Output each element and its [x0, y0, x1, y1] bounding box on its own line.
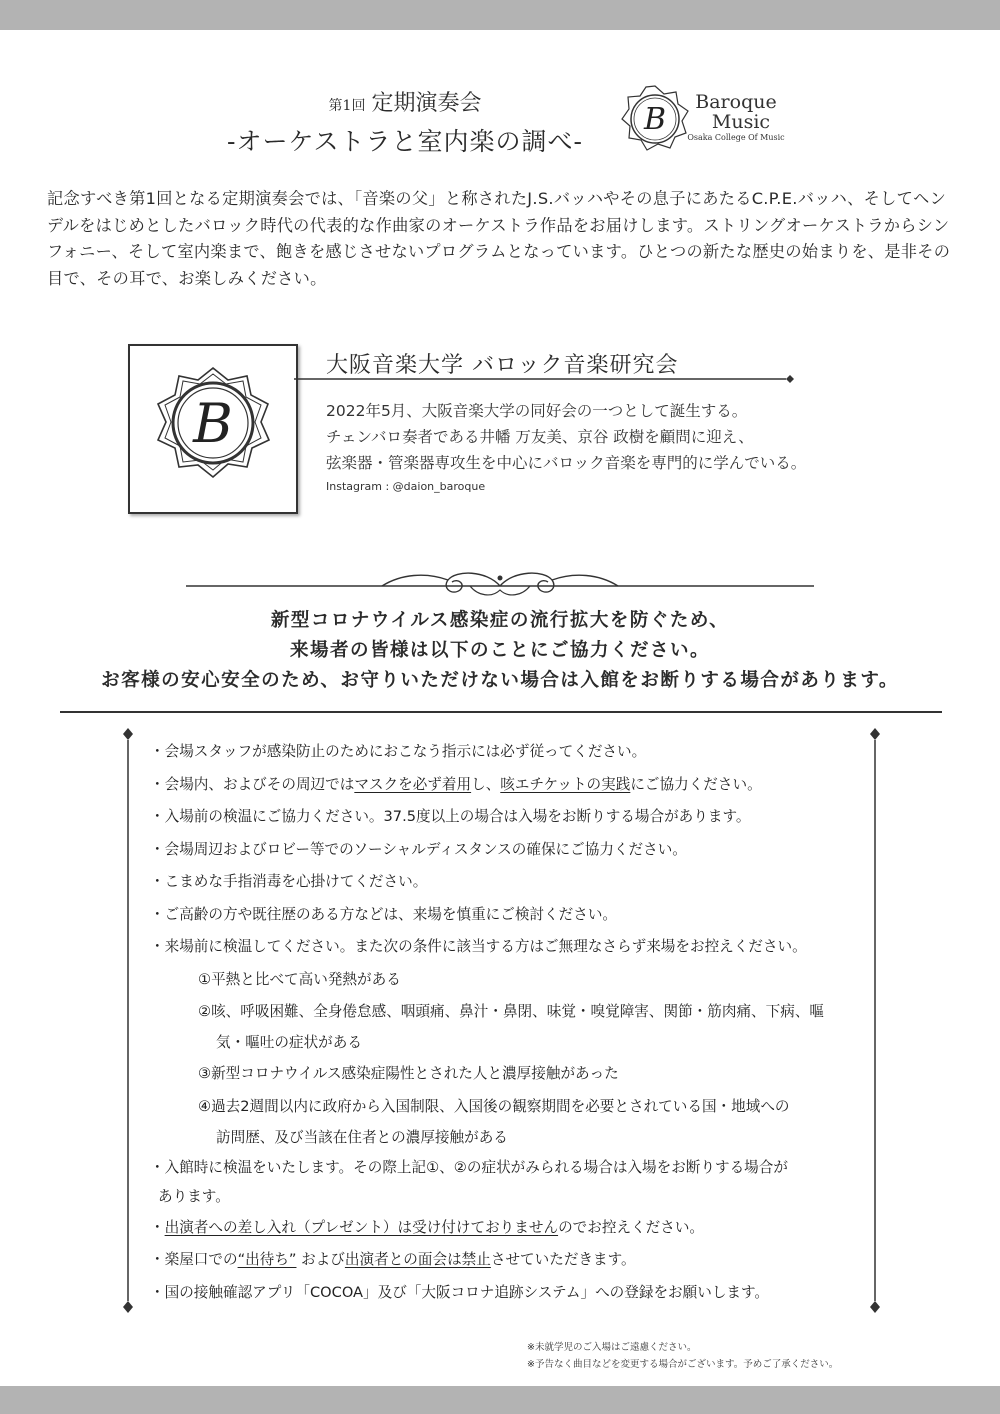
rule-emphasis: 出演者との面会は禁止 — [344, 1251, 491, 1268]
notice-line-2: 来場者の皆様は以下のことにご協力ください。 — [289, 640, 710, 661]
rule-item: ・来場前に検温してください。また次の条件に該当する方はご無理なさらず来場をお控えください。 — [150, 938, 807, 955]
club-desc-line-3: 弦楽器・管楽器専攻生を中心にバロック音楽を専門的に学んでいる。 — [326, 454, 807, 472]
rule-line: あります。 — [158, 1188, 230, 1205]
condition-item: ①平熱と比べて高い発熱がある — [198, 970, 401, 988]
baroque-logo-large-icon — [130, 346, 296, 512]
rule-item: ・こまめな手指消毒を心掛けてください。 — [150, 873, 428, 890]
rule-emphasis: “出待ち” — [237, 1251, 297, 1268]
logo-letter-large: B — [193, 392, 233, 455]
right-frame-line — [869, 728, 881, 1313]
notice-line-3: お客様の安心安全のため、お守りいただけない場合は入館をお断りする場合があります。 — [101, 670, 899, 691]
rule-text: させていただきます。 — [490, 1251, 636, 1268]
rule-emphasis: 出演者への差し入れ（プレゼント）は受け付けておりません — [164, 1218, 559, 1236]
condition-line: 訪問歴、及び当該在住者との濃厚接触がある — [216, 1128, 508, 1146]
club-description — [326, 398, 806, 476]
rule-item — [150, 1212, 850, 1245]
club-desc-line-1: 2022年5月、大阪音楽大学の同好会の一つとして誕生する。 — [326, 402, 748, 420]
bottom-band — [0, 1386, 1000, 1414]
rule-text: ・会場内、およびその周辺では — [150, 775, 355, 793]
rule-line: ・入館時に検温をいたします。その際上記①、②の症状がみられる場合は入場をお断りする場合が — [150, 1158, 788, 1176]
rule-item: ・ご高齢の方や既往歴のある方などは、来場を慎重にご検討ください。 — [150, 905, 618, 923]
rule-text: ・ — [150, 1218, 165, 1236]
intro-paragraph: 記念すべき第1回となる定期演奏会では、「音楽の父」と称されたJ.S.バッハやその息子にあたるC.P.E.バッハ、そしてヘンデルをはじめとしたバロック時代の代表的な作曲家のオーケストラ作品をお届けします。ストリングオーケストラからシンフォニー、そして室内楽まで、飽きを感じさせないプログラムとなっています。ひとつの新たな歴史の始まりを、是非その目で、その耳で、お楽しみください。 — [47, 189, 951, 288]
footnote-2: ※予告なく曲目などを変更する場合がございます。予めご了承ください。 — [527, 1359, 839, 1370]
rule-emphasis: 咳エチケットの実践 — [500, 775, 631, 793]
rule-item: ・国の接触確認アプリ「COCOA」及び「大阪コロナ追跡システム」への登録をお願いします。 — [150, 1283, 770, 1301]
rule-item — [150, 1153, 850, 1212]
brand-wordmark — [686, 92, 786, 144]
rule-item: ・会場スタッフが感染防止のためにおこなう指示には必ず従ってください。 — [150, 743, 647, 760]
rule-item — [150, 1244, 850, 1277]
condition-line: ④過去2週間以内に政府から入国制限、入国後の観察期間を必要とされている国・地域への — [198, 1097, 790, 1115]
instagram-handle: Instagram : @daion_baroque — [326, 480, 486, 493]
rule-item — [150, 769, 850, 802]
ornamental-divider-icon — [186, 566, 814, 602]
rule-item: ・会場周辺およびロビー等でのソーシャルディスタンスの確保にご協力ください。 — [150, 840, 687, 858]
footnote-1: ※未就学児のご入場はご遠慮ください。 — [527, 1342, 697, 1353]
rule-text: にご協力ください。 — [630, 775, 762, 793]
rules-list — [150, 736, 850, 1309]
rule-text: および — [296, 1251, 345, 1268]
rule-item: ・入場前の検温にご協力ください。37.5度以上の場合は入場をお断りする場合があります。 — [150, 808, 751, 825]
brand-word-1: Baroque — [695, 91, 777, 113]
condition-line: 気・嘔吐の症状がある — [216, 1034, 362, 1051]
left-frame-line — [122, 728, 134, 1313]
logo-letter: B — [643, 102, 667, 137]
condition-item — [150, 1091, 850, 1153]
concert-title — [180, 88, 630, 122]
footnotes — [527, 1339, 838, 1373]
rule-emphasis: マスクを必ず着用 — [354, 775, 472, 793]
concert-subtitle: -オーケストラと室内楽の調べ- — [227, 127, 583, 156]
condition-line: ②咳、呼吸困難、全身倦怠感、咽頭痛、鼻汁・鼻閉、味覚・嗅覚障害、関節・筋肉痛、下病、嘔 — [198, 1003, 825, 1020]
rule-text: ・楽屋口での — [150, 1251, 238, 1268]
top-band — [0, 0, 1000, 30]
club-name: 大阪音楽大学 バロック音楽研究会 — [326, 353, 679, 378]
club-desc-line-2: チェンバロ奏者である井幡 万友美、京谷 政樹を顧問に迎え、 — [326, 428, 754, 446]
edition-label: 第1回 — [328, 98, 366, 114]
club-logo-box — [128, 344, 298, 514]
club-name-underline — [294, 373, 794, 385]
baroque-logo-small-icon — [620, 84, 690, 154]
brand-word-2: Music — [711, 111, 771, 133]
covid-notice — [40, 606, 960, 696]
notice-divider — [60, 711, 942, 713]
notice-line-1: 新型コロナウイルス感染症の流行拡大を防ぐため、 — [270, 610, 730, 631]
condition-item: ③新型コロナウイルス感染症陽性とされた人と濃厚接触があった — [198, 1065, 619, 1082]
rule-text: のでお控えください。 — [558, 1218, 705, 1236]
condition-item — [150, 996, 850, 1058]
rule-text: し、 — [471, 775, 501, 793]
brand-college: Osaka College Of Music — [687, 133, 785, 142]
title-text: 定期演奏会 — [371, 91, 482, 116]
concert-title-block — [180, 88, 630, 162]
